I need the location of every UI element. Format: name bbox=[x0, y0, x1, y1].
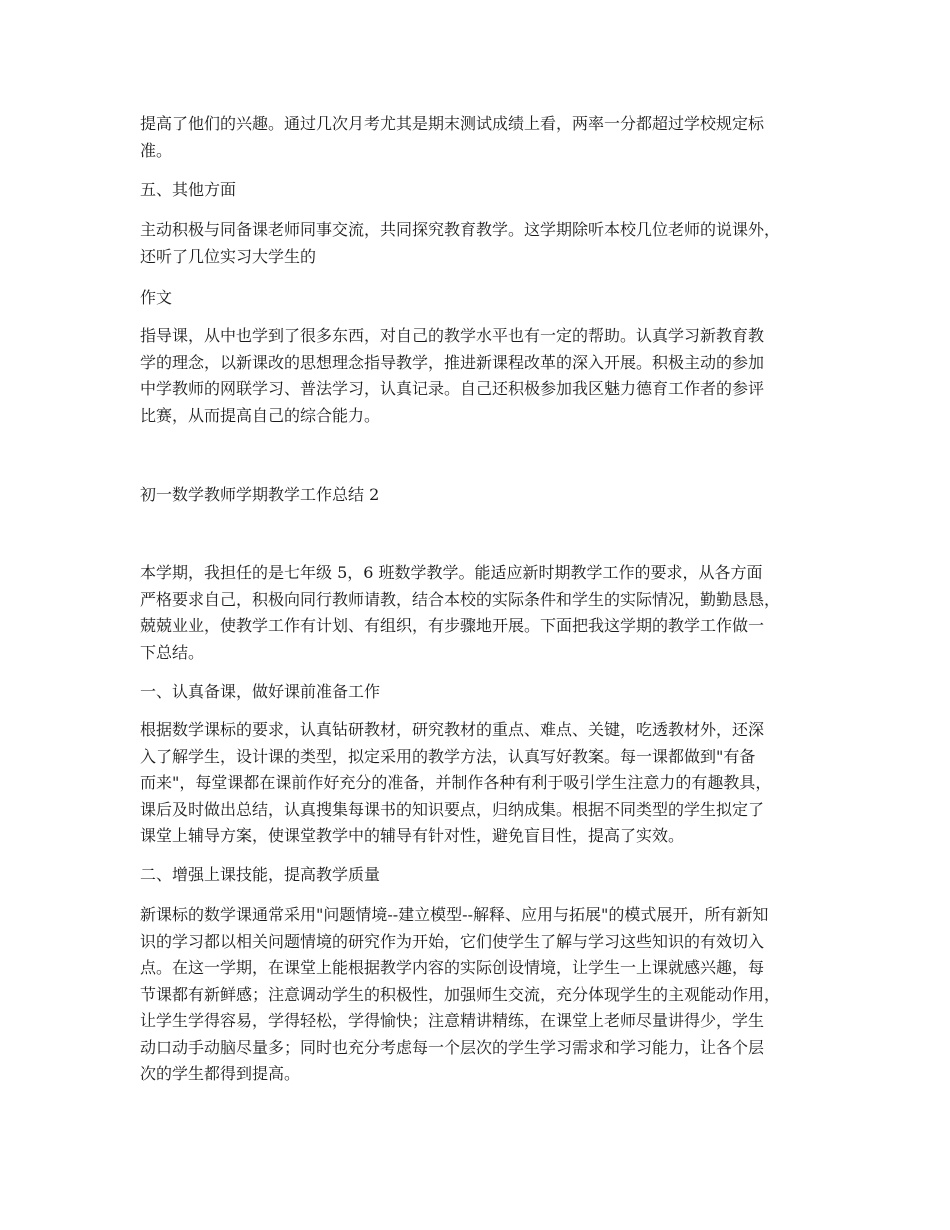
text-line: 根据数学课标的要求，认真钻研教材，研究教材的重点、难点、关键，吃透教材外，还深 bbox=[140, 720, 765, 739]
text-line: 作文 bbox=[140, 288, 173, 307]
text-line: 提高了他们的兴趣。通过几次月考尤其是期末测试成绩上看，两率一分都超过学校规定标 bbox=[140, 114, 765, 133]
text-line: 点。在这一学期，在课堂上能根据教学内容的实际创设情境，让学生一上课就感兴趣，每 bbox=[140, 958, 765, 977]
text-line: 严格要求自己，积极向同行教师请教，结合本校的实际条件和学生的实际情况，勤勤恳恳， bbox=[140, 589, 781, 609]
paragraph-interest-results bbox=[140, 111, 815, 164]
text-line: 下总结。 bbox=[140, 642, 205, 662]
paragraph-exchange bbox=[140, 217, 815, 270]
text-line: 课堂上辅导方案，使课堂教学中的辅导有针对性，避免盲目性，提高了实效。 bbox=[140, 826, 685, 845]
text-line: 本学期，我担任的是七年级 5，6 班数学教学。能适应新时期教学工作的要求，从各方面 bbox=[140, 563, 763, 582]
text-line: 学的理念，以新课改的思想理念指导教学，推进新课程改革的深入开展。积极主动的参加 bbox=[140, 352, 765, 372]
text-line: 主动积极与同备课老师同事交流，共同探究教育教学。这学期除听本校几位老师的说课外， bbox=[140, 220, 781, 239]
text-line: 节课都有新鲜感；注意调动学生的积极性，加强师生交流，充分体现学生的主观能动作用， bbox=[140, 984, 781, 1004]
text-line: 兢兢业业，使教学工作有计划、有组织，有步骤地开展。下面把我这学期的教学工作做一 bbox=[140, 616, 765, 635]
text-line: 动口动手动脑尽量多；同时也充分考虑每一个层次的学生学习需求和学习能力，让各个层 bbox=[140, 1037, 765, 1057]
title-text: 初一数学教师学期教学工作总结 2 bbox=[140, 485, 380, 504]
text-line: 次的学生都得到提高。 bbox=[140, 1064, 301, 1083]
heading-text: 一、认真备课，做好课前准备工作 bbox=[140, 682, 381, 701]
text-line: 新课标的数学课通常采用"问题情境--建立模型--解释、应用与拓展"的模式展开，所有新知 bbox=[140, 905, 769, 924]
text-line: 还听了几位实习大学生的 bbox=[140, 246, 317, 266]
heading-text: 五、其他方面 bbox=[140, 180, 237, 199]
text-line: 让学生学得容易，学得轻松，学得愉快；注意精讲精练，在课堂上老师尽量讲得少，学生 bbox=[140, 1011, 765, 1030]
section-heading-1 bbox=[140, 679, 815, 705]
text-line: 中学教师的网联学习、普法学习，认真记录。自己还积极参加我区魅力德育工作者的参评 bbox=[140, 379, 765, 398]
paragraph-intro bbox=[140, 560, 815, 666]
document-title-2 bbox=[140, 482, 815, 508]
text-line: 而来"，每堂课都在课前作好充分的准备，并制作各种有利于吸引学生注意力的有趣教具， bbox=[140, 773, 772, 792]
section-heading-2 bbox=[140, 862, 815, 888]
text-line: 课后及时做出总结，认真搜集每课书的知识要点，归纳成集。根据不同类型的学生拟定了 bbox=[140, 799, 765, 819]
text-line: 指导课，从中也学到了很多东西，对自己的教学水平也有一定的帮助。认真学习新教育教 bbox=[140, 326, 765, 345]
paragraph-lesson-prep bbox=[140, 717, 815, 850]
text-line: 比赛，从而提高自己的综合能力。 bbox=[140, 405, 381, 425]
paragraph-zuowen bbox=[140, 285, 815, 311]
paragraph-guidance bbox=[140, 323, 815, 429]
text-line: 准。 bbox=[140, 140, 173, 160]
heading-text: 二、增强上课技能，提高教学质量 bbox=[140, 865, 381, 884]
section-heading-other bbox=[140, 177, 815, 203]
text-line: 识的学习都以相关问题情境的研究作为开始，它们使学生了解与学习这些知识的有效切入 bbox=[140, 931, 765, 951]
text-line: 入了解学生，设计课的类型，拟定采用的教学方法，认真写好教案。每一课都做到"有备 bbox=[140, 746, 756, 766]
paragraph-teaching-quality bbox=[140, 902, 815, 1088]
